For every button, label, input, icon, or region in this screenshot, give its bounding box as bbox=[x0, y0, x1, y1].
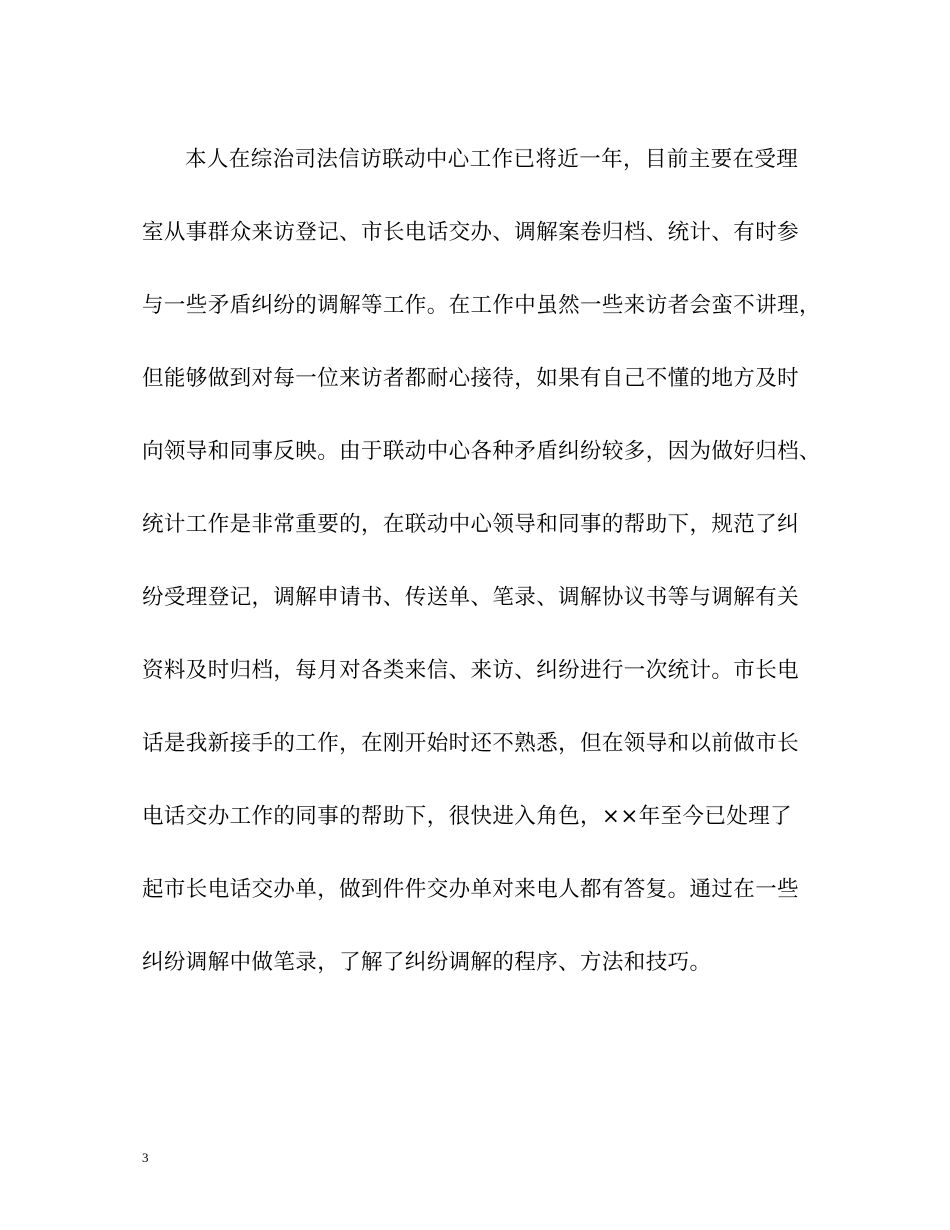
paragraph-line: 统计工作是非常重要的，在联动中心领导和同事的帮助下，规范了纠 bbox=[142, 512, 800, 537]
paragraph-line: 但能够做到对每一位来访者都耐心接待，如果有自己不懂的地方及时 bbox=[142, 366, 800, 391]
paragraph-line: 资料及时归档，每月对各类来信、来访、纠纷进行一次统计。市长电 bbox=[142, 658, 800, 683]
paragraph-line: 室从事群众来访登记、市长电话交办、调解案卷归档、统计、有时参 bbox=[142, 220, 800, 245]
paragraph-line: 电话交办工作的同事的帮助下，很快进入角色，××年至今已处理了 bbox=[142, 804, 793, 829]
paragraph-line: 话是我新接手的工作，在刚开始时还不熟悉，但在领导和以前做市长 bbox=[142, 731, 800, 756]
paragraph-line: 向领导和同事反映。由于联动中心各种矛盾纠纷较多，因为做好归档、 bbox=[142, 439, 821, 464]
paragraph-line: 与一些矛盾纠纷的调解等工作。在工作中虽然一些来访者会蛮不讲理， bbox=[142, 293, 821, 318]
body-paragraph bbox=[142, 140, 822, 1016]
page-number: 3 bbox=[142, 1150, 149, 1165]
paragraph-line: 起市长电话交办单，做到件件交办单对来电人都有答复。通过在一些 bbox=[142, 877, 800, 902]
paragraph-line: 本人在综治司法信访联动中心工作已将近一年，目前主要在受理 bbox=[185, 147, 799, 172]
paragraph-line: 纠纷调解中做笔录，了解了纠纷调解的程序、方法和技巧。 bbox=[142, 950, 712, 975]
paragraph-line: 纷受理登记，调解申请书、传送单、笔录、调解协议书等与调解有关 bbox=[142, 585, 800, 610]
